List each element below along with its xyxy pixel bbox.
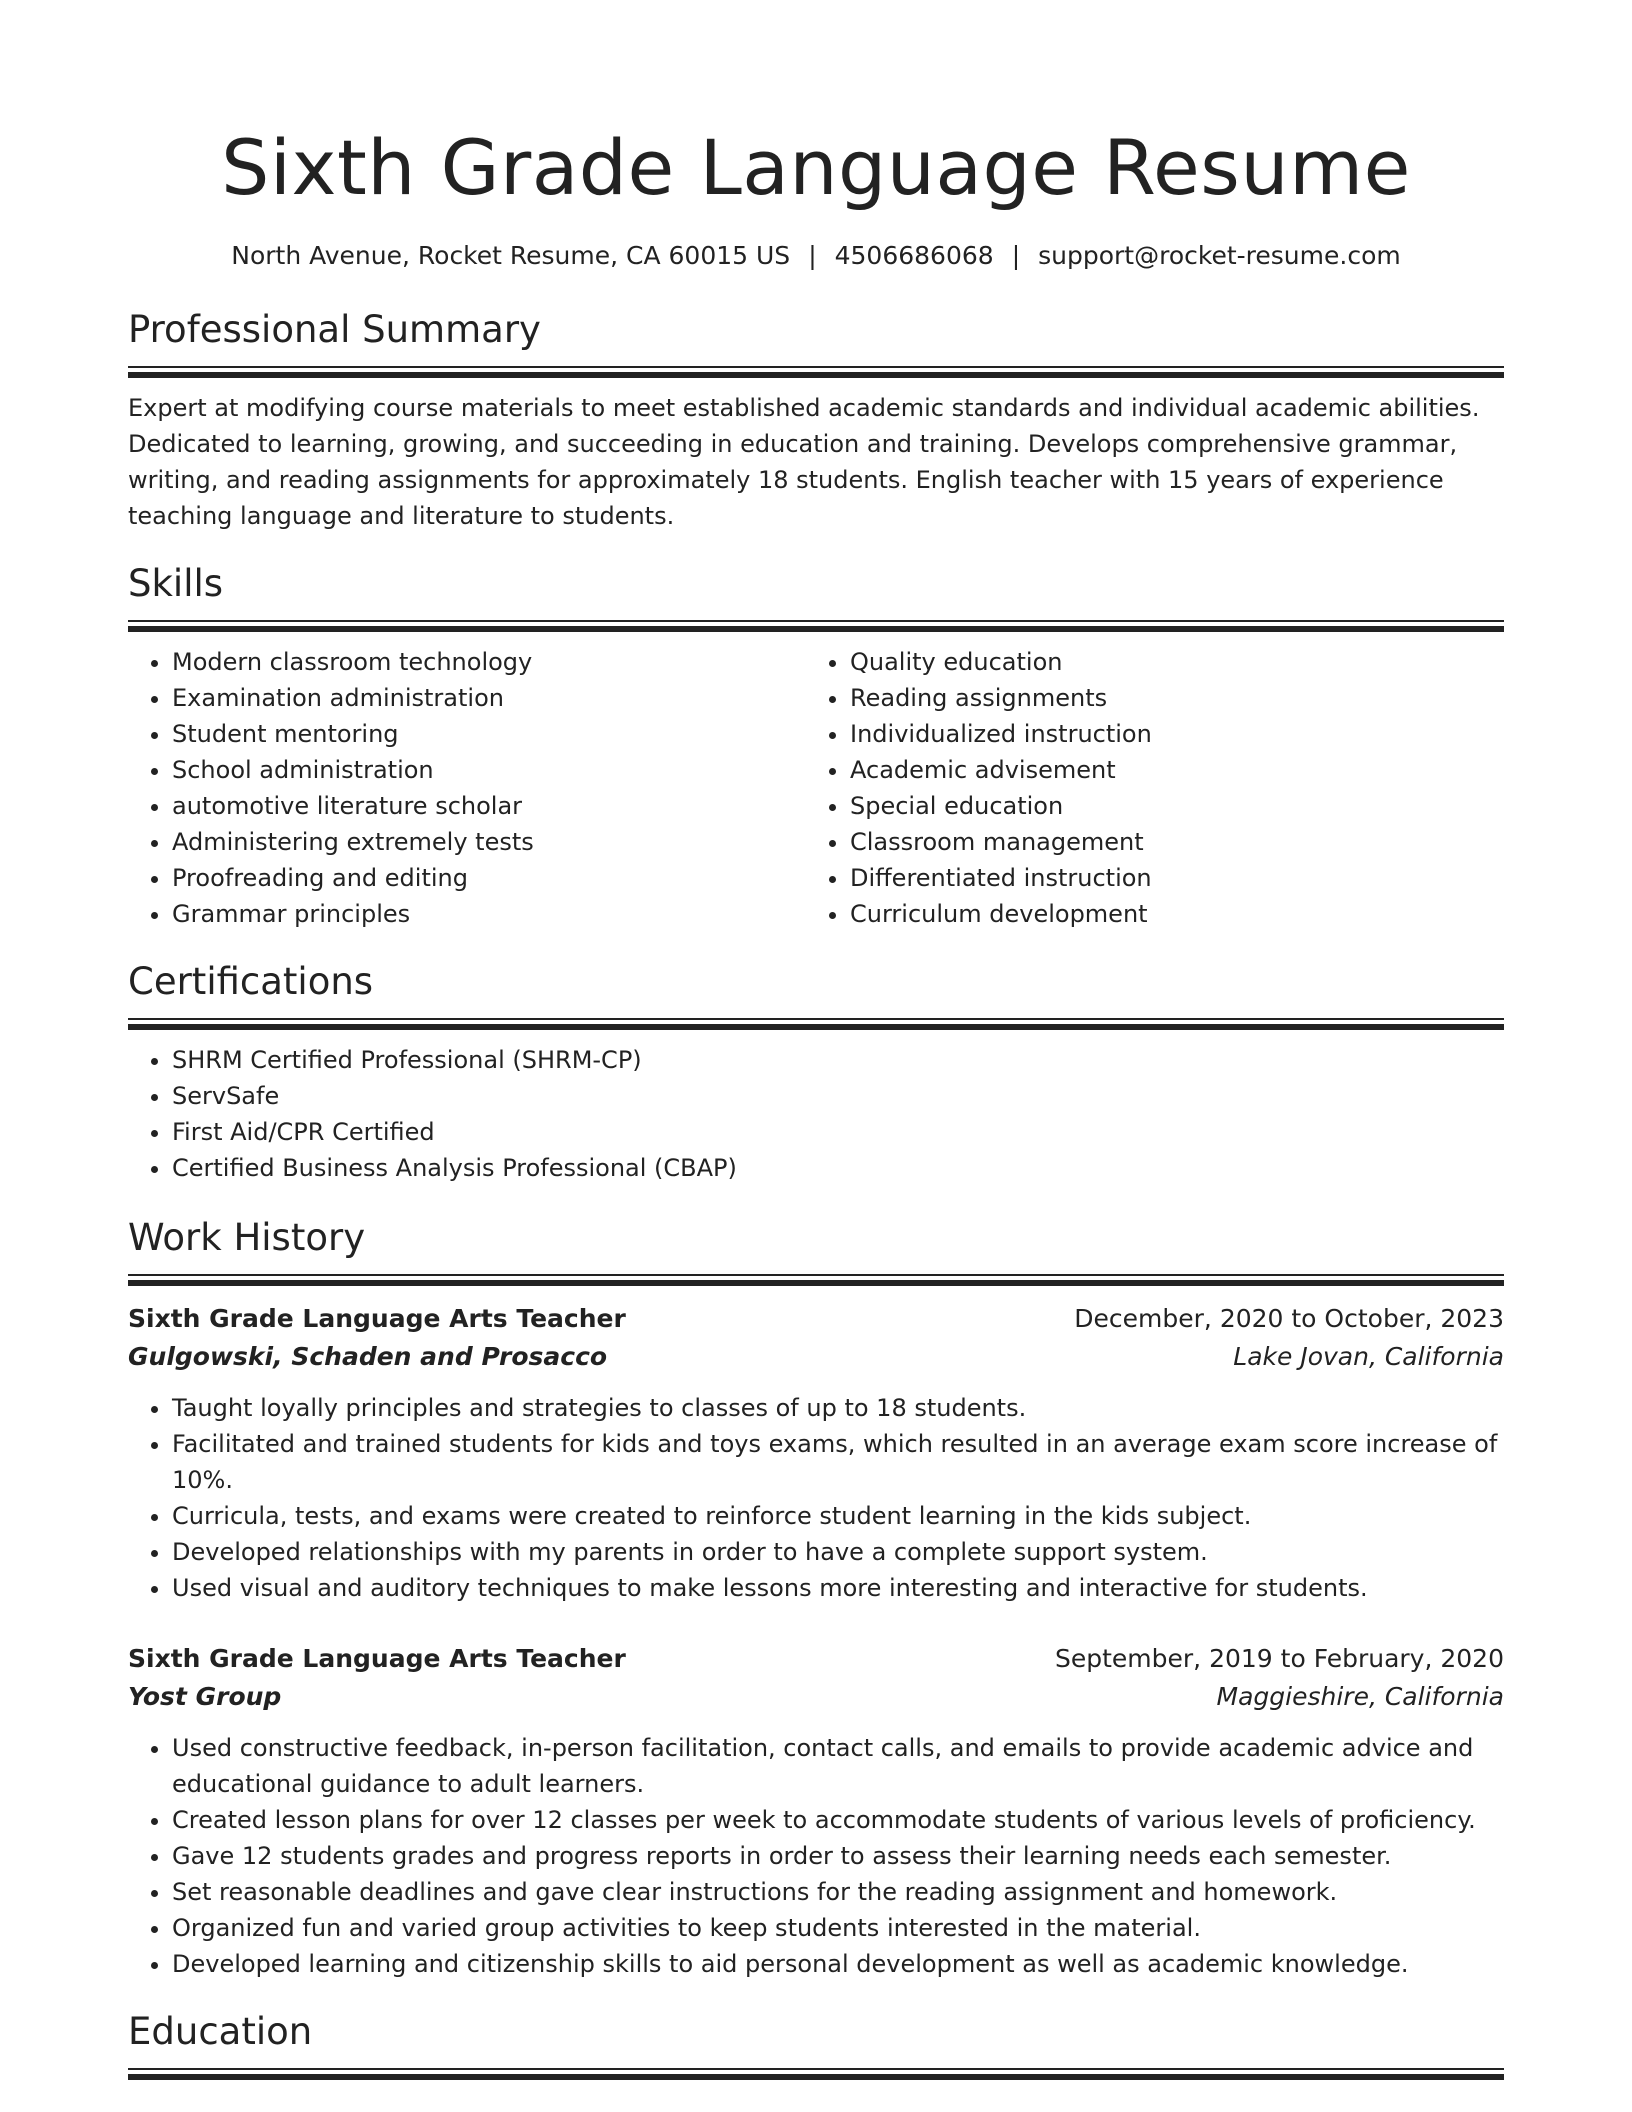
contact-line [128,240,1504,272]
job-subheader [128,1338,1504,1376]
certifications-section [128,958,1504,1186]
skills-column-left [128,644,806,932]
job-bullet: • Developed learning and citizenship skills to aid personal development as well as academic knowledge. [172,1946,1504,1982]
skill-item: • Modern classroom technology [172,644,806,680]
education-heading: Education [128,2010,313,2053]
contact-phone: 4506686068 [834,241,994,270]
skill-item: • Classroom management [850,824,1484,860]
skills-heading: Skills [128,562,224,605]
skill-item: • automotive literature scholar [172,788,806,824]
work-history-section [128,1214,1504,1982]
skill-item: • Student mentoring [172,716,806,752]
section-divider [128,366,1504,378]
skill-item: • Quality education [850,644,1484,680]
certifications-heading: Certifications [128,960,374,1003]
skill-item: • Grammar principles [172,896,806,932]
section-divider [128,1018,1504,1030]
job-entry [128,1640,1504,1982]
contact-separator: | [808,241,817,270]
skill-item: • Academic advisement [850,752,1484,788]
contact-email: support@rocket-resume.com [1038,241,1401,270]
job-dates: September, 2019 to February, 2020 [1055,1644,1504,1673]
skills-columns [128,644,1504,932]
resume-name: Sixth Grade Language Resume [221,123,1411,212]
job-bullet: • Facilitated and trained students for kids and toys exams, which resulted in an average exam score increase of 10%. [172,1426,1504,1498]
skill-item: • Individualized instruction [850,716,1484,752]
certifications-list [128,1042,1504,1186]
job-bullet: • Set reasonable deadlines and gave clear instructions for the reading assignment and homework. [172,1874,1504,1910]
job-company: Yost Group [128,1682,282,1711]
skill-item: • Proofreading and editing [172,860,806,896]
job-bullet: • Taught loyally principles and strategies to classes of up to 18 students. [172,1390,1504,1426]
skills-section [128,560,1504,932]
skill-item: • Curriculum development [850,896,1484,932]
job-bullet: • Curricula, tests, and exams were created to reinforce student learning in the kids subject. [172,1498,1504,1534]
job-header [128,1300,1504,1338]
resume-page [128,0,1504,2080]
job-bullet: • Developed relationships with my parents in order to have a complete support system. [172,1534,1504,1570]
job-location: Lake Jovan, California [1233,1342,1504,1371]
certification-item: • ServSafe [172,1078,1504,1114]
education-section [128,2008,1504,2080]
job-location: Maggieshire, California [1216,1682,1504,1711]
job-subheader [128,1678,1504,1716]
job-bullet: • Organized fun and varied group activities to keep students interested in the material. [172,1910,1504,1946]
job-bullet: • Gave 12 students grades and progress reports in order to assess their learning needs each semester. [172,1838,1504,1874]
certification-item: • First Aid/CPR Certified [172,1114,1504,1150]
summary-text: Expert at modifying course materials to meet established academic standards and individual academic abilities. Dedicated to learning, growing, and succeeding in education and training. Develops comprehensive grammar, writing, and reading assignments for approximately 18 students. English teacher with 15 years of experience teaching language and literature to students. [128,394,1480,530]
skill-item: • Administering extremely tests [172,824,806,860]
job-bullet: • Used constructive feedback, in-person facilitation, contact calls, and emails to provide academic advice and educational guidance to adult learners. [172,1730,1504,1802]
job-bullets [128,1390,1504,1606]
work-history-heading: Work History [128,1216,366,1259]
job-header [128,1640,1504,1678]
section-divider [128,1274,1504,1286]
skill-item: • Differentiated instruction [850,860,1484,896]
skill-item: • School administration [172,752,806,788]
summary-section [128,306,1504,534]
section-divider [128,2068,1504,2080]
skill-item: • Reading assignments [850,680,1484,716]
contact-address: North Avenue, Rocket Resume, CA 60015 US [231,241,791,270]
job-bullet: • Used visual and auditory techniques to make lessons more interesting and interactive for students. [172,1570,1504,1606]
job-company: Gulgowski, Schaden and Prosacco [128,1342,608,1371]
skill-item: • Special education [850,788,1484,824]
job-title: Sixth Grade Language Arts Teacher [128,1304,626,1333]
job-entry [128,1300,1504,1606]
job-bullet: • Created lesson plans for over 12 classes per week to accommodate students of various levels of proficiency. [172,1802,1504,1838]
summary-heading: Professional Summary [128,308,541,351]
certification-item: • SHRM Certified Professional (SHRM-CP) [172,1042,1504,1078]
job-bullets [128,1730,1504,1982]
certification-item: • Certified Business Analysis Professional (CBAP) [172,1150,1504,1186]
skills-column-right [806,644,1484,932]
job-dates: December, 2020 to October, 2023 [1074,1304,1504,1333]
job-title: Sixth Grade Language Arts Teacher [128,1644,626,1673]
section-divider [128,620,1504,632]
skill-item: • Examination administration [172,680,806,716]
contact-separator: | [1011,241,1021,270]
